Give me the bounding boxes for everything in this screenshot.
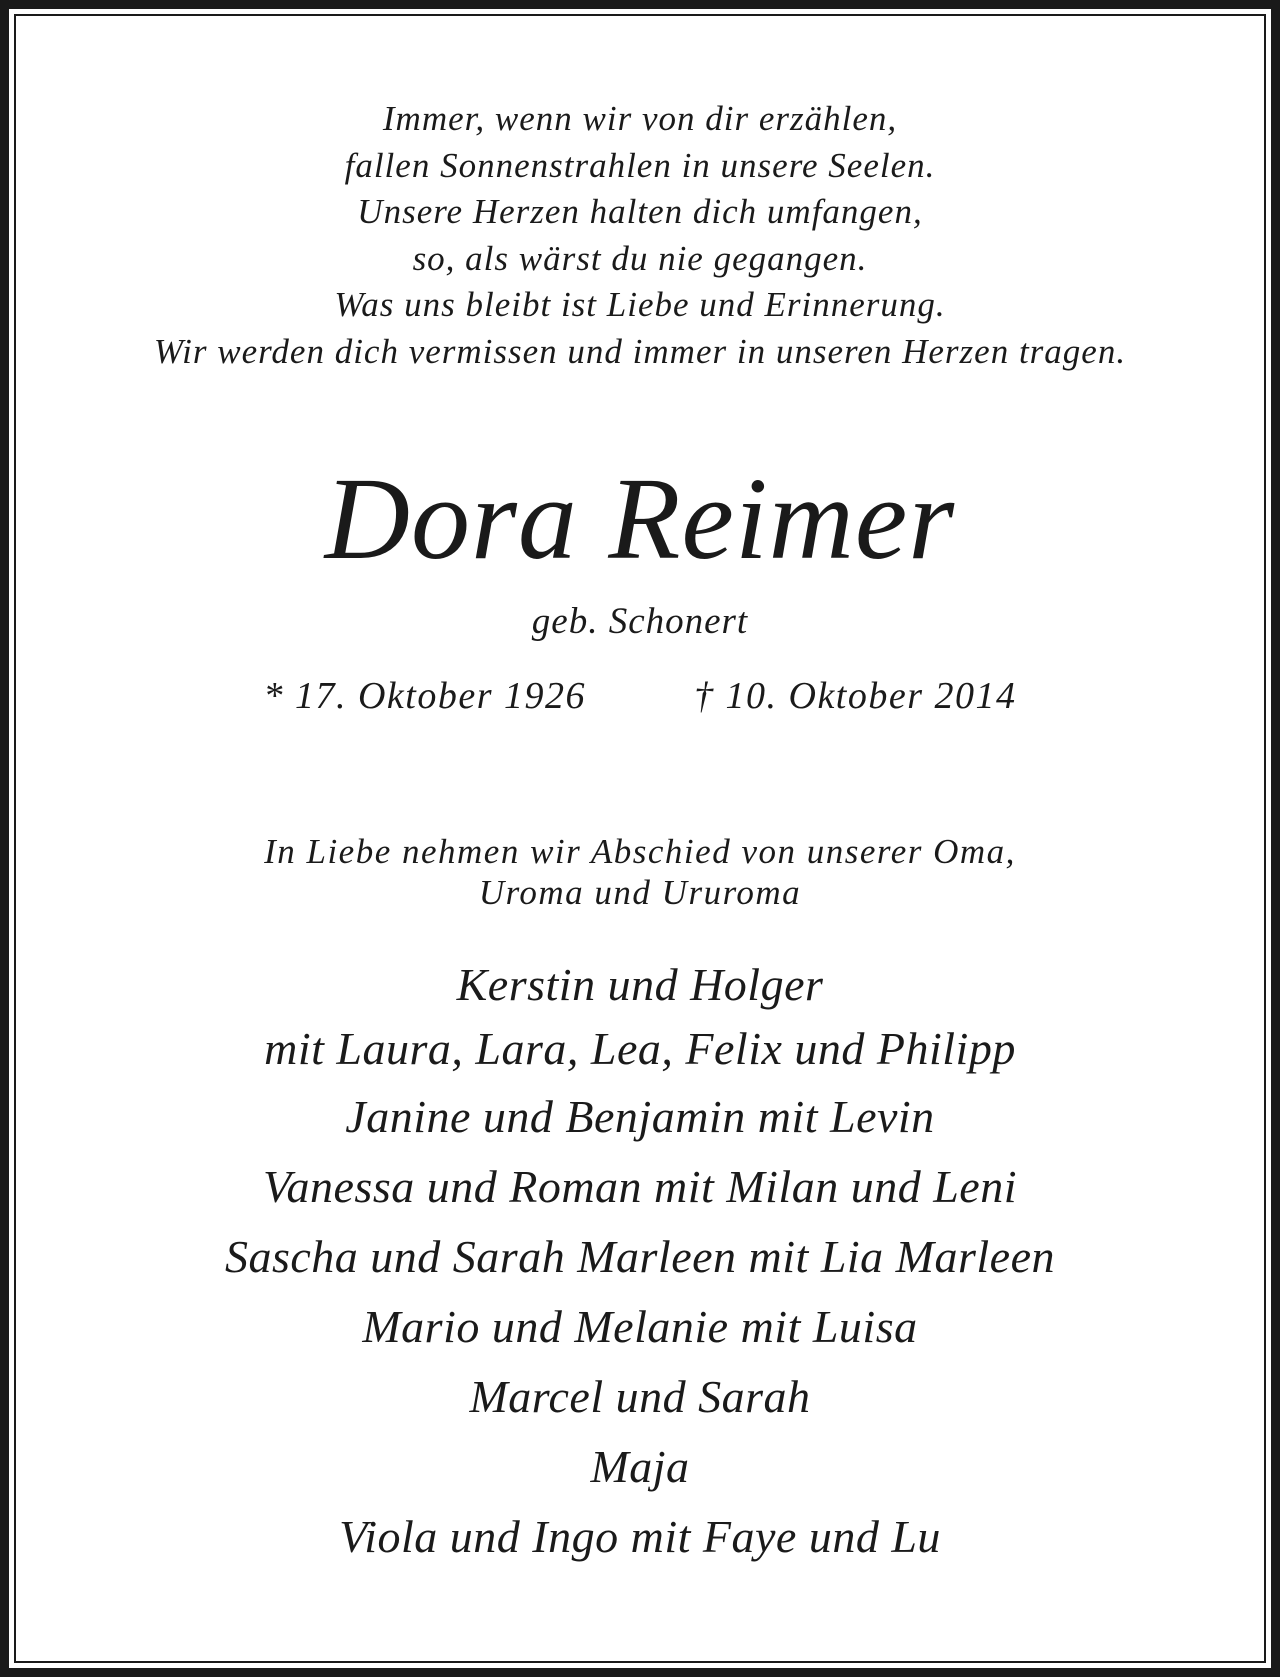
farewell-text	[16, 831, 1264, 913]
maiden-name: geb. Schonert	[531, 601, 749, 642]
poem-line: Was uns bleibt ist Liebe und Erinnerung.	[334, 285, 946, 324]
deceased-name: Dora Reimer	[324, 453, 956, 584]
mourner-line: Sascha und Sarah Marleen mit Lia Marleen	[224, 1231, 1056, 1282]
poem-line: fallen Sonnenstrahlen in unsere Seelen.	[344, 145, 936, 185]
farewell-line: In Liebe nehmen wir Abschied von unserer Oma,	[264, 832, 1016, 871]
mourner-line: Maja	[590, 1441, 690, 1492]
mourners-list	[16, 956, 1264, 1572]
death-date: † 10. Oktober 2014	[694, 675, 1017, 717]
mourner-line: Mario und Melanie mit Luisa	[362, 1301, 918, 1352]
mourner-line: mit Laura, Lara, Lea, Felix und Philipp	[264, 1023, 1016, 1074]
mourner-line: Janine und Benjamin mit Levin	[345, 1091, 935, 1142]
poem-line: Unsere Herzen halten dich umfangen,	[357, 192, 923, 231]
mourner-line: Marcel und Sarah	[469, 1371, 811, 1422]
poem-line: Wir werden dich vermissen und immer in unseren Herzen tragen.	[153, 331, 1127, 371]
life-dates	[16, 672, 1264, 720]
memorial-poem	[16, 96, 1264, 375]
poem-line: Immer, wenn wir von dir erzählen,	[382, 99, 898, 138]
mourner-line: Viola und Ingo mit Faye und Lu	[339, 1511, 941, 1562]
poem-line: so, als wärst du nie gegangen.	[412, 238, 868, 278]
mourner-line: Vanessa und Roman mit Milan und Leni	[263, 1161, 1017, 1212]
obituary-notice	[16, 16, 1264, 1661]
birth-date: * 17. Oktober 1926	[263, 675, 586, 717]
farewell-line: Uroma und Ururoma	[478, 873, 802, 912]
mourner-line: Kerstin und Holger	[456, 959, 824, 1010]
